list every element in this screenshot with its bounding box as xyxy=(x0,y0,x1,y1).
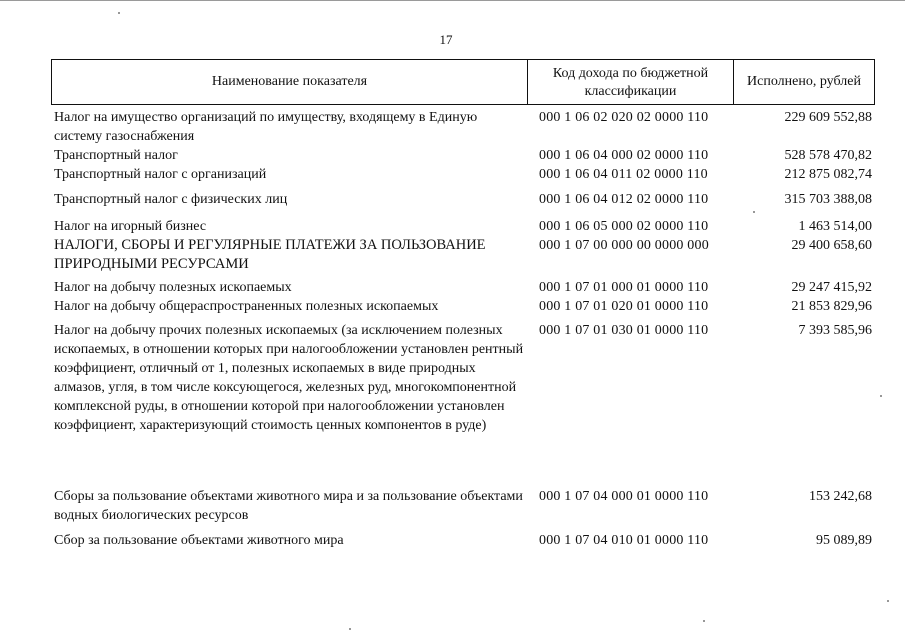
scan-speck xyxy=(703,620,705,622)
row-amount: 21 853 829,96 xyxy=(791,299,872,314)
row-amount: 95 089,89 xyxy=(816,533,872,548)
scan-speck xyxy=(880,395,882,397)
row-name: Налог на добычу общераспространенных полезных ископаемых xyxy=(54,299,439,314)
row-code: 000 1 06 04 012 02 0000 110 xyxy=(539,192,709,207)
row-amount: 528 578 470,82 xyxy=(784,148,872,163)
row-code: 000 1 06 04 011 02 0000 110 xyxy=(539,167,708,182)
row-name: Транспортный налог xyxy=(54,148,178,163)
row-amount: 29 247 415,92 xyxy=(791,280,872,295)
row-name: Налог на имущество организаций по имуществу, входящему в Единую систему газоснабжения xyxy=(54,110,478,144)
row-code: 000 1 07 04 000 01 0000 110 xyxy=(539,489,709,504)
row-amount: 315 703 388,08 xyxy=(784,192,872,207)
row-code: 000 1 07 00 000 00 0000 000 xyxy=(539,238,709,253)
row-amount: 7 393 585,96 xyxy=(798,323,872,338)
row-amount: 1 463 514,00 xyxy=(798,219,872,234)
scan-speck xyxy=(887,600,889,602)
row-name: Сборы за пользование объектами животного мира и за пользование объектами водных биологических ресурсов xyxy=(54,489,523,523)
row-code: 000 1 07 04 010 01 0000 110 xyxy=(539,533,709,548)
row-code: 000 1 06 05 000 02 0000 110 xyxy=(539,219,709,234)
header-amount: Исполнено, рублей xyxy=(747,74,861,89)
row-name: Налог на добычу полезных ископаемых xyxy=(54,280,292,295)
header-name: Наименование показателя xyxy=(52,60,528,104)
row-amount: 29 400 658,60 xyxy=(791,238,872,253)
row-code: 000 1 06 04 000 02 0000 110 xyxy=(539,148,709,163)
row-name: Транспортный налог с организаций xyxy=(54,167,267,182)
row-name: Сбор за пользование объектами животного мира xyxy=(54,533,344,548)
scan-speck xyxy=(753,211,755,213)
row-code: 000 1 07 01 020 01 0000 110 xyxy=(539,299,709,314)
row-name: Транспортный налог с физических лиц xyxy=(54,192,288,207)
row-name: НАЛОГИ, СБОРЫ И РЕГУЛЯРНЫЕ ПЛАТЕЖИ ЗА ПОЛЬЗОВАНИЕ ПРИРОДНЫМИ РЕСУРСАМИ xyxy=(54,237,486,272)
row-amount: 212 875 082,74 xyxy=(784,167,872,182)
row-code: 000 1 06 02 020 02 0000 110 xyxy=(539,110,709,125)
row-name: Налог на добычу прочих полезных ископаемых (за исключением полезных ископаемых, в отношении которых при налогообложении установлен рентный коэффициент, отличный от 1, полезных ископаемых в виде природных алмазов, угля, в том числе коксующегося, железных руд, многокомпонентной комплексной руды, в отношении которой при налогообложении установлен коэффициент, характеризующий стоимость ценных компонентов в руде) xyxy=(54,323,524,433)
page-number: 17 xyxy=(439,32,453,47)
table-header xyxy=(51,59,875,105)
row-amount: 229 609 552,88 xyxy=(784,110,872,125)
row-code: 000 1 07 01 030 01 0000 110 xyxy=(539,323,709,338)
row-name: Налог на игорный бизнес xyxy=(54,219,207,234)
row-amount: 153 242,68 xyxy=(809,489,872,504)
scan-speck xyxy=(118,12,120,14)
top-edge-line xyxy=(0,0,905,1)
scan-speck xyxy=(349,628,351,630)
header-code: Код дохода по бюджетной классификации xyxy=(528,60,734,104)
row-code: 000 1 07 01 000 01 0000 110 xyxy=(539,280,709,295)
